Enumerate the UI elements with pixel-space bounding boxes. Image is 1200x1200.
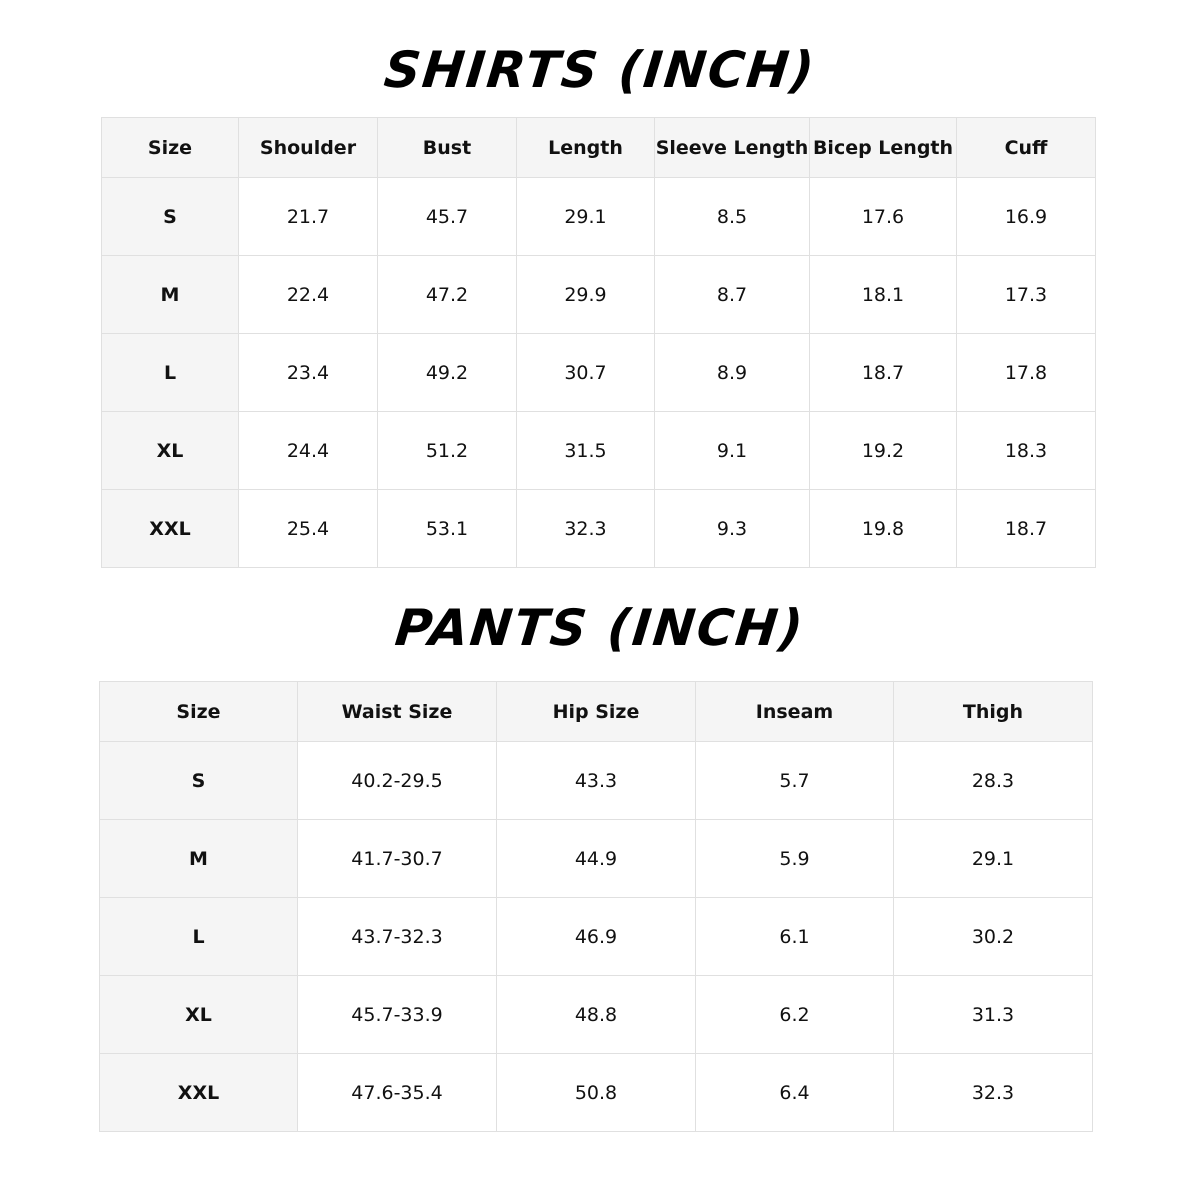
- table-row: [102, 412, 1096, 490]
- size-label-cell: M: [100, 820, 298, 898]
- column-header: Waist Size: [298, 682, 497, 742]
- table-cell: 45.7: [378, 178, 517, 256]
- size-label-cell: XXL: [100, 1054, 298, 1132]
- table-cell: 51.2: [378, 412, 517, 490]
- table-cell: 8.5: [655, 178, 810, 256]
- table-cell: 19.2: [810, 412, 957, 490]
- table-cell: 46.9: [497, 898, 696, 976]
- column-header: Bicep Length: [810, 118, 957, 178]
- table-cell: 47.2: [378, 256, 517, 334]
- table-cell: 47.6-35.4: [298, 1054, 497, 1132]
- size-label-cell: S: [100, 742, 298, 820]
- table-cell: 32.3: [517, 490, 655, 568]
- column-header: Inseam: [696, 682, 894, 742]
- table-row: [102, 490, 1096, 568]
- table-cell: 9.1: [655, 412, 810, 490]
- size-label-cell: XL: [102, 412, 239, 490]
- table-cell: 44.9: [497, 820, 696, 898]
- shirts-section-title: SHIRTS (INCH): [381, 41, 819, 99]
- table-header-row: [102, 118, 1096, 178]
- table-row: [102, 256, 1096, 334]
- table-cell: 41.7-30.7: [298, 820, 497, 898]
- table-cell: 23.4: [239, 334, 378, 412]
- table-cell: 18.7: [810, 334, 957, 412]
- table-cell: 25.4: [239, 490, 378, 568]
- table-cell: 45.7-33.9: [298, 976, 497, 1054]
- column-header: Cuff: [957, 118, 1096, 178]
- table-row: [100, 1054, 1093, 1132]
- column-header: Size: [100, 682, 298, 742]
- column-header: Hip Size: [497, 682, 696, 742]
- pants-size-table: [99, 681, 1093, 1132]
- table-cell: 18.3: [957, 412, 1096, 490]
- size-label-cell: M: [102, 256, 239, 334]
- table-cell: 16.9: [957, 178, 1096, 256]
- size-label-cell: L: [102, 334, 239, 412]
- table-header-row: [100, 682, 1093, 742]
- table-row: [100, 898, 1093, 976]
- table-cell: 21.7: [239, 178, 378, 256]
- table-cell: 8.7: [655, 256, 810, 334]
- table-cell: 48.8: [497, 976, 696, 1054]
- table-cell: 32.3: [894, 1054, 1093, 1132]
- pants-section-title: PANTS (INCH): [392, 599, 808, 657]
- table-cell: 49.2: [378, 334, 517, 412]
- column-header: Thigh: [894, 682, 1093, 742]
- table-cell: 29.1: [517, 178, 655, 256]
- table-cell: 6.4: [696, 1054, 894, 1132]
- table-cell: 29.1: [894, 820, 1093, 898]
- table-cell: 30.2: [894, 898, 1093, 976]
- table-cell: 8.9: [655, 334, 810, 412]
- table-row: [102, 334, 1096, 412]
- column-header: Bust: [378, 118, 517, 178]
- column-header: Length: [517, 118, 655, 178]
- table-cell: 19.8: [810, 490, 957, 568]
- size-label-cell: XL: [100, 976, 298, 1054]
- table-cell: 28.3: [894, 742, 1093, 820]
- table-row: [102, 178, 1096, 256]
- table-cell: 17.8: [957, 334, 1096, 412]
- table-cell: 31.3: [894, 976, 1093, 1054]
- table-cell: 17.6: [810, 178, 957, 256]
- table-row: [100, 820, 1093, 898]
- column-header: Size: [102, 118, 239, 178]
- table-cell: 9.3: [655, 490, 810, 568]
- table-cell: 6.1: [696, 898, 894, 976]
- table-cell: 6.2: [696, 976, 894, 1054]
- table-cell: 43.7-32.3: [298, 898, 497, 976]
- table-cell: 17.3: [957, 256, 1096, 334]
- column-header: Shoulder: [239, 118, 378, 178]
- table-cell: 24.4: [239, 412, 378, 490]
- table-cell: 5.7: [696, 742, 894, 820]
- table-cell: 31.5: [517, 412, 655, 490]
- table-cell: 50.8: [497, 1054, 696, 1132]
- size-label-cell: L: [100, 898, 298, 976]
- table-cell: 43.3: [497, 742, 696, 820]
- table-cell: 40.2-29.5: [298, 742, 497, 820]
- table-cell: 29.9: [517, 256, 655, 334]
- table-row: [100, 742, 1093, 820]
- table-cell: 22.4: [239, 256, 378, 334]
- table-cell: 30.7: [517, 334, 655, 412]
- table-cell: 18.7: [957, 490, 1096, 568]
- table-cell: 5.9: [696, 820, 894, 898]
- size-label-cell: XXL: [102, 490, 239, 568]
- table-cell: 18.1: [810, 256, 957, 334]
- column-header: Sleeve Length: [655, 118, 810, 178]
- table-cell: 53.1: [378, 490, 517, 568]
- table-row: [100, 976, 1093, 1054]
- shirts-size-table: [101, 117, 1096, 568]
- size-label-cell: S: [102, 178, 239, 256]
